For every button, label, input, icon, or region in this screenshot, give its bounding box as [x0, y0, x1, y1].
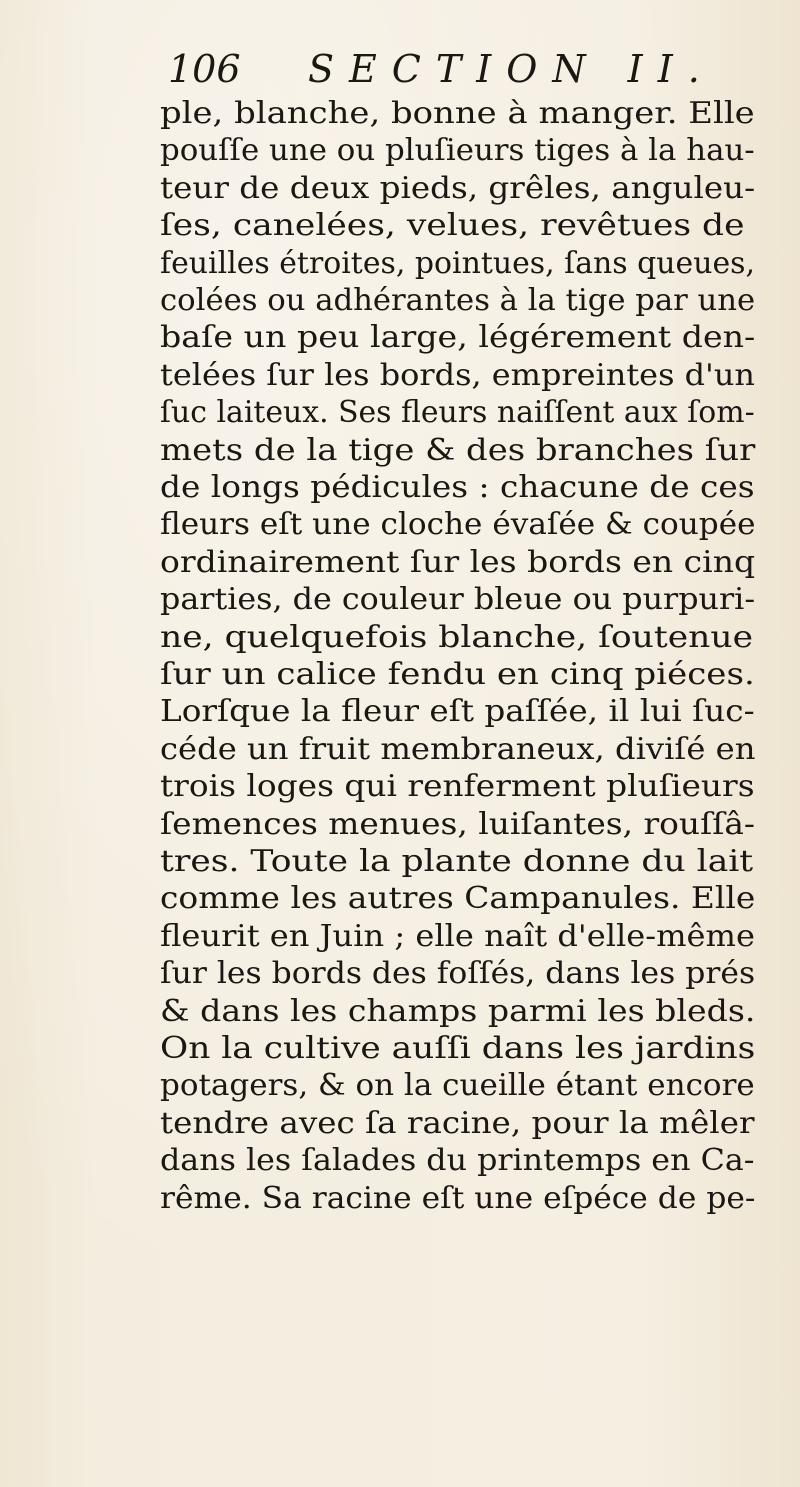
text-line: céde un fruit membraneux, diviſé en	[160, 731, 756, 767]
running-head: SECTION II.	[308, 47, 715, 91]
text-line: potagers, & on la cueille étant encore	[160, 1068, 755, 1104]
text-line: ordinairement ſur les bords en cinq	[160, 544, 756, 580]
text-line: parties, de couleur bleue ou purpuri-	[160, 582, 756, 618]
page-number: 106	[168, 47, 241, 91]
text-line: fleurs eſt une cloche évaſée & coupée	[160, 507, 756, 543]
text-line: Lorſque la fleur eſt paſſée, il lui ſuc-	[160, 694, 755, 730]
text-line: baſe un peu large, légérement den-	[160, 320, 756, 356]
text-line: & dans les champs parmi les bleds.	[160, 993, 756, 1029]
text-line: fleurit en Juin ; elle naît d'elle-même	[160, 918, 755, 954]
text-line: colées ou adhérantes à la tige par une	[160, 283, 756, 318]
text-line: mets de la tige & des branches ſur	[160, 432, 756, 468]
text-line: de longs pédicules : chacune de ces	[160, 470, 755, 505]
text-line: teur de deux pieds, grêles, anguleu-	[160, 170, 756, 206]
text-line: ſemences menues, luiſantes, rouſſâ-	[160, 806, 756, 842]
text-line: comme les autres Campanules. Elle	[160, 881, 756, 917]
text-line: tres. Toute la plante donne du lait	[160, 844, 754, 879]
text-line: tendre avec ſa racine, pour la mêler	[160, 1105, 755, 1141]
text-line: ne, quelquefois blanche, ſoutenue	[160, 619, 753, 655]
text-line: ſur un calice fendu en cinq piéces.	[160, 657, 755, 692]
text-line: trois loges qui renferment pluſieurs	[160, 769, 755, 805]
text-line: feuilles étroites, pointues, ſans queues,	[160, 245, 756, 281]
text-line: ſes, canelées, velues, revêtues de	[160, 208, 745, 244]
text-line: ſur les bords des foſſés, dans les prés	[160, 956, 756, 992]
text-line: ple, blanche, bonne à manger. Elle	[160, 96, 755, 131]
text-line: dans les ſalades du printemps en Ca-	[160, 1143, 755, 1179]
text-line: ſuc laiteux. Ses fleurs naiſſent aux ſom-	[160, 395, 755, 431]
text-line: pouſſe une ou pluſieurs tiges à la hau-	[160, 133, 755, 169]
text-line: rême. Sa racine eſt une eſpéce de pe-	[160, 1180, 756, 1216]
text-line: On la cultive auſſi dans les jardins	[160, 1031, 756, 1066]
page-header	[168, 46, 728, 92]
text-line: telées ſur les bords, empreintes d'un	[160, 357, 755, 393]
